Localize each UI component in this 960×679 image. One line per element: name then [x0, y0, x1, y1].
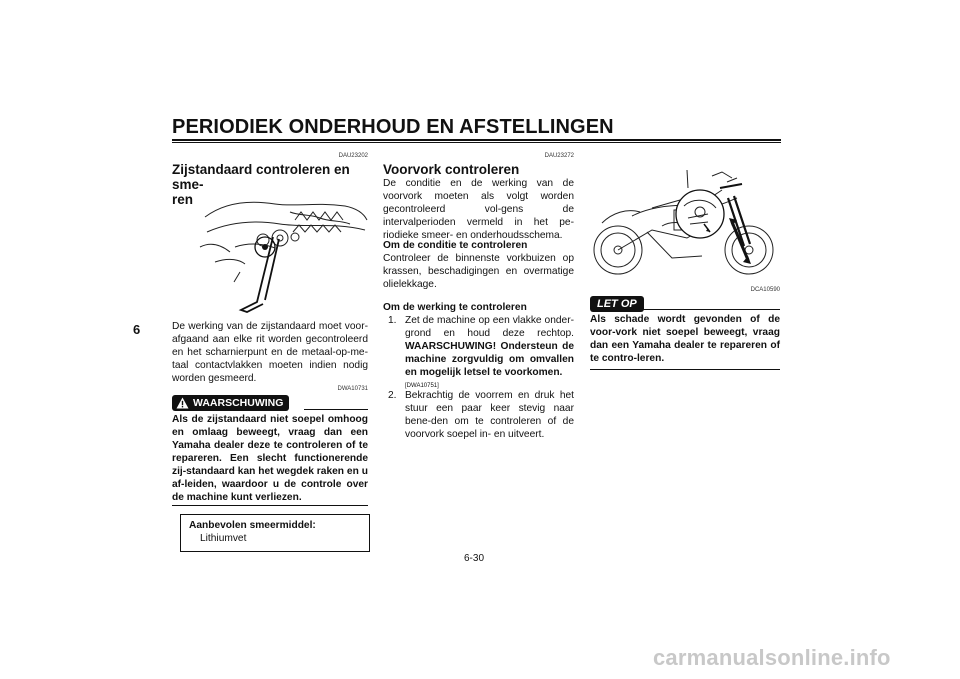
- frontfork-intro: De conditie en de werking van de voorvork moeten als volgt worden gecontroleerd vol-gens de intervalperioden vermeld in het pe-riodieke smeer- en onderhoudsschema.: [383, 178, 574, 241]
- condition-subtitle: Om de conditie te controleren: [383, 240, 528, 251]
- warning-code: DWA10731: [337, 386, 368, 392]
- step-2: [388, 389, 574, 441]
- header-rule-thin: [172, 142, 781, 143]
- warning-bottom-rule: [172, 505, 368, 506]
- step-text: Bekrachtig de voorrem en druk het stuur een paar keer stevig naar bene-den om te controleren of de voorvork soepel in- en uitveert.: [405, 390, 574, 440]
- sidestand-illustration: [195, 192, 370, 315]
- motorcycle-fork-illustration: [592, 168, 780, 280]
- warning-label: WAARSCHUWING: [193, 397, 284, 409]
- operation-subtitle: Om de werking te controleren: [383, 302, 527, 313]
- sidestand-paragraph: De werking van de zijstandaard moet voor-afgaand aan elke rit worden gecontroleerd en het scharnierpunt en de metaal-op-me-taal contactvlakken moeten indien nodig worden gesmeerd.: [172, 321, 368, 384]
- caution-badge: LET OP: [590, 296, 644, 312]
- step-code: [DWA10751]: [405, 383, 439, 389]
- step-number: 2.: [388, 390, 397, 401]
- warning-triangle-icon: [176, 397, 189, 409]
- section-title-frontfork: Voorvork controleren: [383, 162, 520, 177]
- step-warning: WAARSCHUWING! Ondersteun de machine zorgvuldig om omvallen en mogelijk letsel te voorkomen.: [405, 341, 574, 378]
- caution-text: Als schade wordt gevonden of de voor-vork niet soepel beweegt, vraag dan een Yamaha dealer te repareren of te contro-leren.: [590, 314, 780, 364]
- step-1: [388, 314, 574, 391]
- step-number: 1.: [388, 315, 397, 326]
- section-title-sidestand: Zijstandaard controleren en sme- ren: [172, 162, 350, 207]
- chapter-tab: 6: [133, 322, 141, 337]
- figure-code: DCA10590: [750, 287, 780, 293]
- lubricant-label: Aanbevolen smeermiddel:: [189, 520, 316, 531]
- warning-badge: [172, 395, 289, 411]
- page-title: PERIODIEK ONDERHOUD EN AFSTELLINGEN: [172, 116, 614, 138]
- section-code: DAU23202: [338, 153, 368, 159]
- caution-bottom-rule: [590, 369, 780, 370]
- caution-top-rule: [643, 309, 780, 310]
- warning-text: Als de zijstandaard niet soepel omhoog en omlaag beweegt, vraag dan een Yamaha dealer deze te controleren of te repareren. Een slecht functionerende zij-standaard kan het wegdek raken en u af-leiden, waardoor u de controle over de machine kunt verliezen.: [172, 414, 368, 503]
- warning-top-rule: [304, 409, 368, 410]
- page-number: 6-30: [464, 553, 485, 564]
- condition-text: Controleer de binnenste vorkbuizen op krassen, beschadigingen en overmatige olielekkage.: [383, 253, 574, 290]
- step-text: Zet de machine op een vlakke onder-grond en houd deze rechtop.: [405, 315, 574, 339]
- lubricant-box: [180, 514, 370, 552]
- header-rule: [172, 139, 781, 141]
- section-code: DAU23272: [544, 153, 574, 159]
- watermark: carmanualsonline.info: [653, 645, 891, 670]
- lubricant-value: Lithiumvet: [200, 533, 247, 544]
